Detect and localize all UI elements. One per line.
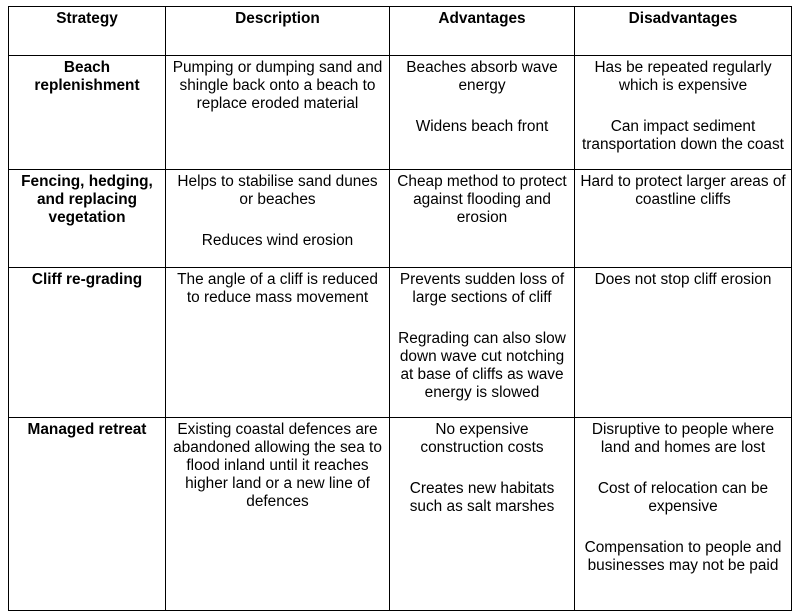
description-item: Helps to stabilise sand dunes or beaches [177, 173, 378, 208]
description-cell: Pumping or dumping sand and shingle back onto a beach to replace eroded material [166, 56, 390, 170]
description-cell: Existing coastal defences are abandoned allowing the sea to flood inland until it reaches higher land or a new line of defences [166, 418, 390, 611]
disadvantages-cell [575, 418, 792, 611]
disadvantage-item: Has be repeated regularly which is expensive [594, 59, 772, 94]
advantages-cell: Cheap method to protect against flooding and erosion [390, 170, 575, 268]
table-row-cliff-regrading [9, 268, 792, 418]
strategy-cell: Managed retreat [9, 418, 166, 611]
advantage-item: Prevents sudden loss of large sections of cliff [399, 271, 565, 306]
disadvantages-cell: Does not stop cliff erosion [575, 268, 792, 418]
header-description: Description [166, 7, 390, 56]
advantage-item: Widens beach front [415, 118, 549, 135]
disadvantage-item: Compensation to people and businesses may not be paid [584, 539, 782, 574]
coastal-strategies-table [8, 6, 792, 611]
description-item: Reduces wind erosion [201, 232, 354, 249]
header-disadvantages: Disadvantages [575, 7, 792, 56]
advantage-item: No expensive construction costs [420, 421, 544, 456]
advantages-cell [390, 418, 575, 611]
disadvantage-item: Can impact sediment transportation down the coast [582, 118, 784, 153]
description-cell [166, 170, 390, 268]
disadvantages-cell: Hard to protect larger areas of coastline cliffs [575, 170, 792, 268]
strategy-cell: Fencing, hedging, and replacing vegetation [9, 170, 166, 268]
header-row [9, 7, 792, 56]
strategy-cell: Beach replenishment [9, 56, 166, 170]
description-cell: The angle of a cliff is reduced to reduce mass movement [166, 268, 390, 418]
disadvantage-item: Cost of relocation can be expensive [597, 480, 769, 515]
advantage-item: Beaches absorb wave energy [406, 59, 558, 94]
table-row-beach-replenishment [9, 56, 792, 170]
disadvantage-item: Disruptive to people where land and homes are lost [591, 421, 775, 456]
header-advantages: Advantages [390, 7, 575, 56]
advantages-cell [390, 268, 575, 418]
disadvantages-cell [575, 56, 792, 170]
advantage-item: Regrading can also slow down wave cut notching at base of cliffs as wave energy is slowed [398, 330, 566, 401]
table-row-managed-retreat [9, 418, 792, 611]
header-strategy: Strategy [9, 7, 166, 56]
advantage-item: Creates new habitats such as salt marshes [409, 480, 555, 515]
advantages-cell [390, 56, 575, 170]
table-row-fencing [9, 170, 792, 268]
strategy-cell: Cliff re-grading [9, 268, 166, 418]
